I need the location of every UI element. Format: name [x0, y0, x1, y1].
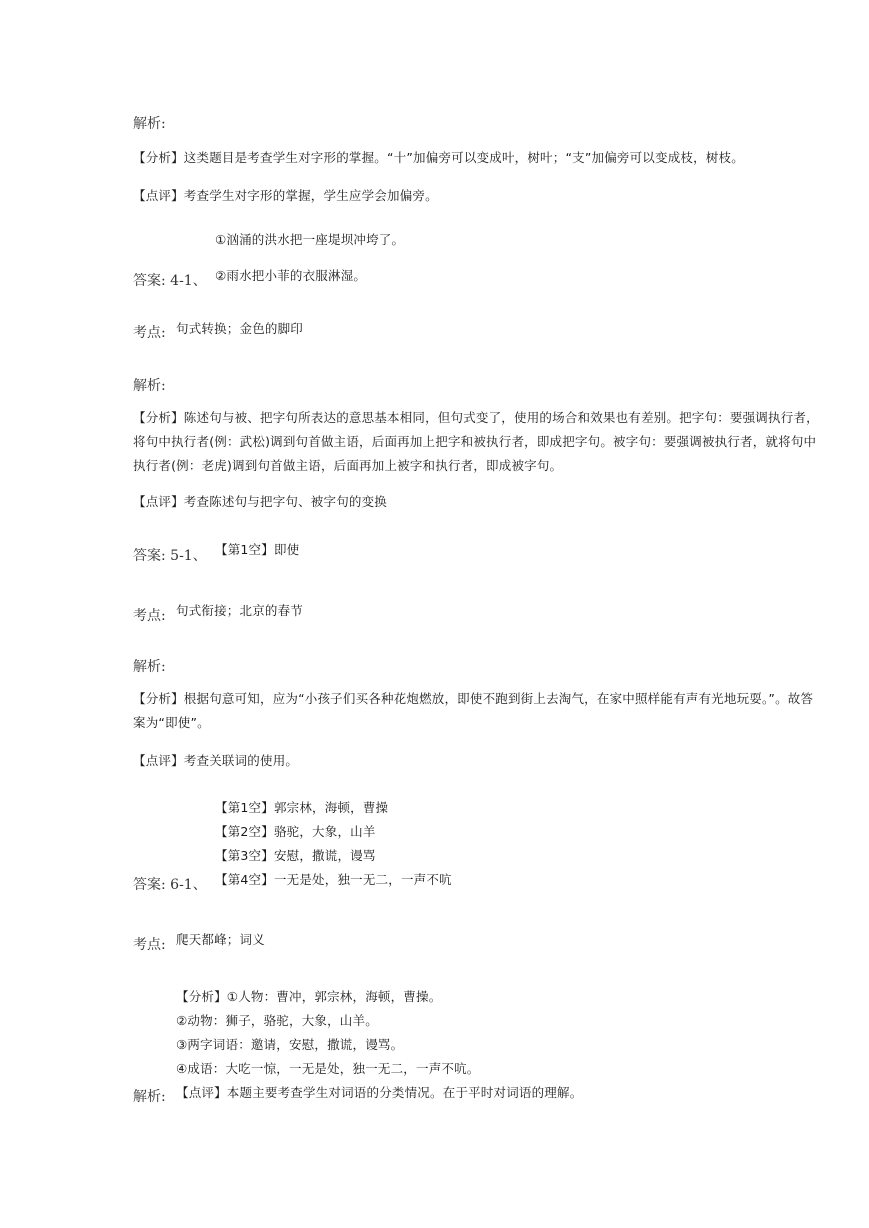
jiexi-label: 解析:: [133, 659, 166, 675]
answer-line: 【第4空】一无是处，独一无二，一声不吭: [215, 872, 452, 887]
kaodian-text: 爬天都峰；词义: [176, 932, 265, 947]
analysis-text: ④成语：大吃一惊，一无是处，独一无二，一声不吭。: [176, 1061, 480, 1076]
analysis-text: ③两字词语：邀请，安慰，撒谎，谩骂。: [176, 1037, 404, 1052]
analysis-text: 【分析】这类题目是考查学生对字形的掌握。“十”加偏旁可以变成叶，树叶；“支”加偏旁可以变成枝，树枝。: [133, 150, 744, 165]
kaodian-label: 考点:: [133, 325, 166, 341]
jiexi-label: 解析:: [133, 1089, 166, 1105]
jiexi-label: 解析:: [133, 116, 166, 132]
kaodian-label: 考点:: [133, 937, 166, 953]
jiexi-label: 解析:: [133, 378, 166, 394]
kaodian-text: 句式衔接；北京的春节: [176, 603, 304, 618]
comment-text: 【点评】考查学生对字形的掌握，学生应学会加偏旁。: [133, 188, 438, 203]
answer-line: ①汹涌的洪水把一座堤坝冲垮了。: [215, 232, 405, 247]
analysis-text: 执行者(例：老虎)调到句首做主语，后面再加上被字和执行者，即成被字句。: [133, 458, 563, 473]
comment-text: 【点评】考查陈述句与把字句、被字句的变换: [133, 494, 388, 509]
kaodian-label: 考点:: [133, 608, 166, 624]
comment-text: 【点评】考查关联词的使用。: [133, 753, 299, 768]
analysis-text: 【分析】①人物：曹冲，郭宗林，海顿，曹操。: [176, 989, 442, 1004]
kaodian-text: 句式转换；金色的脚印: [176, 321, 304, 336]
analysis-text: 【分析】陈述句与被、把字句所表达的意思基本相同，但句式变了，使用的场合和效果也有差别。把字句：要强调执行者，: [133, 410, 819, 425]
answer-label: 答案: 6-1、: [133, 877, 207, 893]
answer-line: 【第2空】骆驼，大象，山羊: [215, 824, 376, 839]
analysis-text: 案为“即使”。: [133, 715, 210, 730]
comment-text: 【点评】本题主要考查学生对词语的分类情况。在于平时对词语的理解。: [176, 1085, 583, 1100]
answer-label: 答案: 4-1、: [133, 273, 207, 289]
analysis-text: 【分析】根据句意可知，应为“小孩子们买各种花炮燃放，即使不跑到街上去淘气，在家中照样能有声有光地玩耍。”。故答: [133, 691, 814, 706]
analysis-text: ②动物：狮子，骆驼，大象，山羊。: [176, 1013, 378, 1028]
answer-label: 答案: 5-1、: [133, 548, 207, 564]
answer-line: 【第1空】即使: [215, 542, 300, 557]
answer-line: 【第1空】郭宗林，海顿，曹操: [215, 800, 389, 815]
analysis-text: 将句中执行者(例：武松)调到句首做主语，后面再加上把字和被执行者，即成把字句。被字句：要强调被执行者，就将句中: [133, 434, 817, 449]
answer-line: 【第3空】安慰，撒谎，谩骂: [215, 848, 376, 863]
answer-line: ②雨水把小菲的衣服淋湿。: [215, 268, 367, 283]
